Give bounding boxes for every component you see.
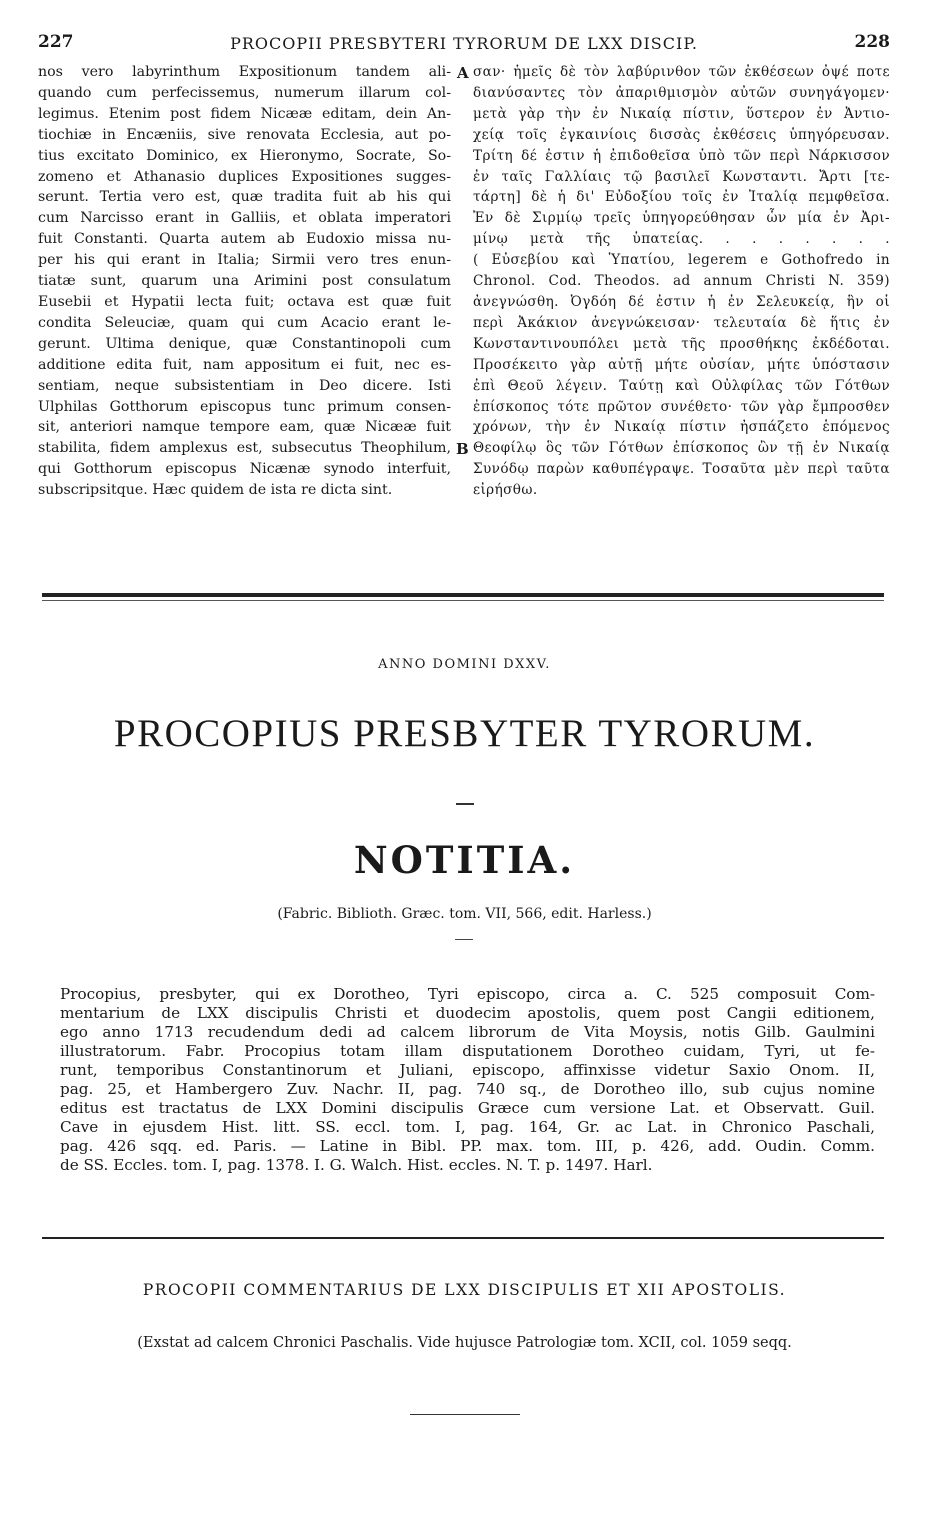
latin-line: legimus. Etenim post fidem Nicææ editam, dein An-	[38, 105, 451, 122]
bottom-divider	[42, 1237, 884, 1239]
latin-line: sentiam, neque subsistentiam in Deo dicere. Isti	[38, 377, 451, 394]
greek-line: ἀνεγνώσθη. Ὀγδόη δέ ἐστιν ἡ ἐν Σελευκείᾳ, ἣν οἱ	[473, 293, 890, 310]
greek-line: μετὰ γὰρ τὴν ἐν Νικαίᾳ πίστιν, ὕστερον ἐν Ἀντιο-	[473, 105, 890, 122]
latin-line: gerunt. Ultima denique, quæ Constantinopoli cum	[38, 335, 451, 352]
latin-line: qui Gotthorum episcopus Nicænæ synodo interfuit,	[38, 461, 451, 478]
greek-line: σαν· ἡμεῖς δὲ τὸν λαβύρινθον τῶν ἐκθέσεων ὀψέ ποτε	[473, 64, 890, 80]
greek-line: Προσέκειτο γὰρ αὐτῇ μήτε οὐσίαν, μήτε ὑπόστασιν	[473, 356, 890, 373]
greek-line: Τρίτη δέ ἐστιν ἡ ἐπιδοθεῖσα ὑπὸ τῶν περὶ Νάρκισσον	[473, 147, 890, 164]
latin-line: sit, anteriori namque tempore eam, quæ Nicææ fuit	[38, 419, 451, 436]
short-rule-divider	[455, 939, 473, 940]
notitia-line: Procopius, presbyter, qui ex Dorotheo, Tyri episcopo, circa a. C. 525 composuit Com-	[60, 985, 875, 1003]
section-divider-thin	[42, 600, 884, 601]
final-rule	[410, 1414, 520, 1415]
notitia-line: pag. 426 sqq. ed. Paris. — Latine in Bibl. PP. max. tom. III, p. 426, add. Oudin. Comm.	[60, 1137, 875, 1155]
exstat-note: (Exstat ad calcem Chronici Paschalis. Vide hujusce Patrologiæ tom. XCII, col. 1059 seqq.	[137, 1335, 792, 1351]
greek-line: ( Εὐσεβίου καὶ Ὑπατίου, legerem e Gothofredo in	[473, 252, 890, 269]
notitia-line: Cave in ejusdem Hist. litt. SS. eccl. tom. I, pag. 164, Gr. ac Lat. in Chronico Paschali,	[60, 1118, 875, 1136]
greek-line: ἐπὶ Θεοῦ λέγειν. Ταύτῃ καὶ Οὐλφίλας τῶν Γότθων	[473, 377, 890, 394]
latin-line: tiatæ sunt, quarum una Arimini post consulatum	[38, 273, 451, 290]
latin-line: subscripsitque. Hæc quidem de ista re dicta sint.	[38, 482, 393, 499]
notitia-heading: NOTITIA.	[353, 838, 576, 882]
notitia-line: mentarium de LXX discipulis Christi et duodecim apostolis, quem post Cangii editionem,	[60, 1004, 875, 1022]
running-title: PROCOPII PRESBYTERI TYRORUM DE LXX DISCIP.	[230, 34, 698, 53]
latin-line: additione edita fuit, nam appositum ei fuit, nec es-	[38, 356, 451, 373]
greek-line: ἐν ταῖς Γαλλίαις τῷ βασιλεῖ Κωνσταντι. Ἄρτι [τε-	[473, 168, 890, 185]
greek-line: Κωνσταντινουπόλει μετὰ τῆς προσθήκης ἐκδέδοται.	[473, 335, 890, 352]
notitia-body	[60, 985, 875, 1175]
latin-column	[38, 62, 451, 501]
greek-line: Ἐν δὲ Σιρμίῳ τρεῖς ὑπηγορεύθησαν ὧν μία ἐν Ἀρι-	[473, 210, 890, 227]
notitia-line: runt, temporibus Constantinorum et Juliani, episcopo, affinxisse videtur Saxio Onom. II,	[60, 1061, 875, 1079]
page-number-right: 228	[854, 32, 890, 52]
notitia-line: pag. 25, et Hambergero Zuv. Nachr. II, pag. 740 sq., de Dorotheo illo, sub cujus nomine	[60, 1080, 875, 1098]
notitia-line: de SS. Eccles. tom. I, pag. 1378. I. G. Walch. Hist. eccles. N. T. p. 1497. Harl.	[60, 1156, 653, 1174]
latin-line: per his qui erant in Italia; Sirmii vero tres enun-	[38, 252, 451, 269]
running-header	[38, 32, 890, 56]
margin-marker-a: A	[457, 64, 469, 82]
latin-line: tiochiæ in Encæniis, sive renovata Ecclesia, aut po-	[38, 126, 451, 143]
latin-line: Eusebii et Hypatii lecta fuit; octava est quæ fuit	[38, 293, 451, 310]
main-title: PROCOPIUS PRESBYTER TYRORUM.	[113, 712, 816, 755]
greek-line: περὶ Ἀκάκιον ἀνεγνώκεισαν· τελευταία δὲ ἥτις ἐν	[473, 314, 890, 331]
greek-line: χείᾳ τοῖς ἐγκαινίοις δισσὰς ἐκθέσεις ὑπηγόρευσαν.	[473, 126, 890, 143]
notitia-line: illustratorum. Fabr. Procopius totam illam disputationem Dorotheo cuidam, Tyri, ut fe-	[60, 1042, 875, 1060]
notitia-line: editus est tractatus de LXX Domini discipulis Græce cum versione Lat. et Observatt. Guil.	[60, 1099, 875, 1117]
commentarius-title: PROCOPII COMMENTARIUS DE LXX DISCIPULIS ET XII APOSTOLIS.	[142, 1281, 787, 1299]
source-citation: (Fabric. Biblioth. Græc. tom. VII, 566, edit. Harless.)	[277, 906, 652, 922]
latin-line: tius excitato Dominico, ex Hieronymo, Socrate, So-	[38, 147, 451, 164]
margin-marker-b: B	[456, 440, 469, 458]
page-number-left: 227	[38, 32, 74, 52]
section-divider-thick	[42, 593, 884, 597]
notitia-line: ego anno 1713 recudendum dedi ad calcem librorum de Vita Moysis, notis Gilb. Gaulmini	[60, 1023, 875, 1041]
greek-column	[473, 62, 890, 501]
anno-heading: ANNO DOMINI DXXV.	[378, 657, 551, 672]
latin-line: condita Seleuciæ, quam qui cum Acacio erant le-	[38, 314, 451, 331]
short-dash-divider	[456, 803, 474, 805]
latin-line: zomeno et Athanasio duplices Expositiones sugges-	[38, 168, 451, 185]
latin-line: fuit Constanti. Quarta autem ab Eudoxio missa nu-	[38, 231, 451, 248]
greek-line: τάρτη] δὲ ἡ δι' Εὐδοξίου τοῖς ἐν Ἰταλίᾳ πεμφθεῖσα.	[473, 189, 890, 206]
latin-line: nos vero labyrinthum Expositionum tandem ali-	[38, 64, 451, 80]
greek-line: διανύσαντες τὸν ἀπαριθμισμὸν αὐτῶν συνηγάγομεν·	[473, 84, 890, 101]
greek-line: μίνῳ μετὰ τῆς ὑπατείας. . . . . . . .	[473, 231, 890, 248]
greek-line: χρόνων, τὴν ἐν Νικαίᾳ πίστιν ἠσπάζετο ἑπόμενος	[473, 419, 890, 436]
latin-line: quando cum perfecissemus, numerum illarum col-	[38, 84, 451, 101]
greek-line: ἐπίσκοπος τότε πρῶτον συνέθετο· τῶν γὰρ ἔμπροσθεν	[473, 398, 890, 415]
latin-line: Ulphilas Gotthorum episcopus tunc primum consen-	[38, 398, 451, 415]
latin-line: stabilita, fidem amplexus est, subsecutus Theophilum,	[38, 440, 451, 457]
latin-line: serunt. Tertia vero est, quæ tradita fuit ab his qui	[38, 189, 451, 206]
greek-line: Συνόδῳ παρὼν καθυπέγραψε. Τοσαῦτα μὲν περὶ ταῦτα	[473, 461, 890, 478]
greek-line: Θεοφίλῳ ὃς τῶν Γότθων ἐπίσκοπος ὢν τῇ ἐν Νικαίᾳ	[473, 440, 890, 457]
greek-line: Chronol. Cod. Theodos. ad annum Christi N. 359)	[473, 273, 890, 290]
latin-line: cum Narcisso erant in Galliis, et oblata imperatori	[38, 210, 451, 227]
greek-line: εἰρήσθω.	[473, 482, 538, 499]
